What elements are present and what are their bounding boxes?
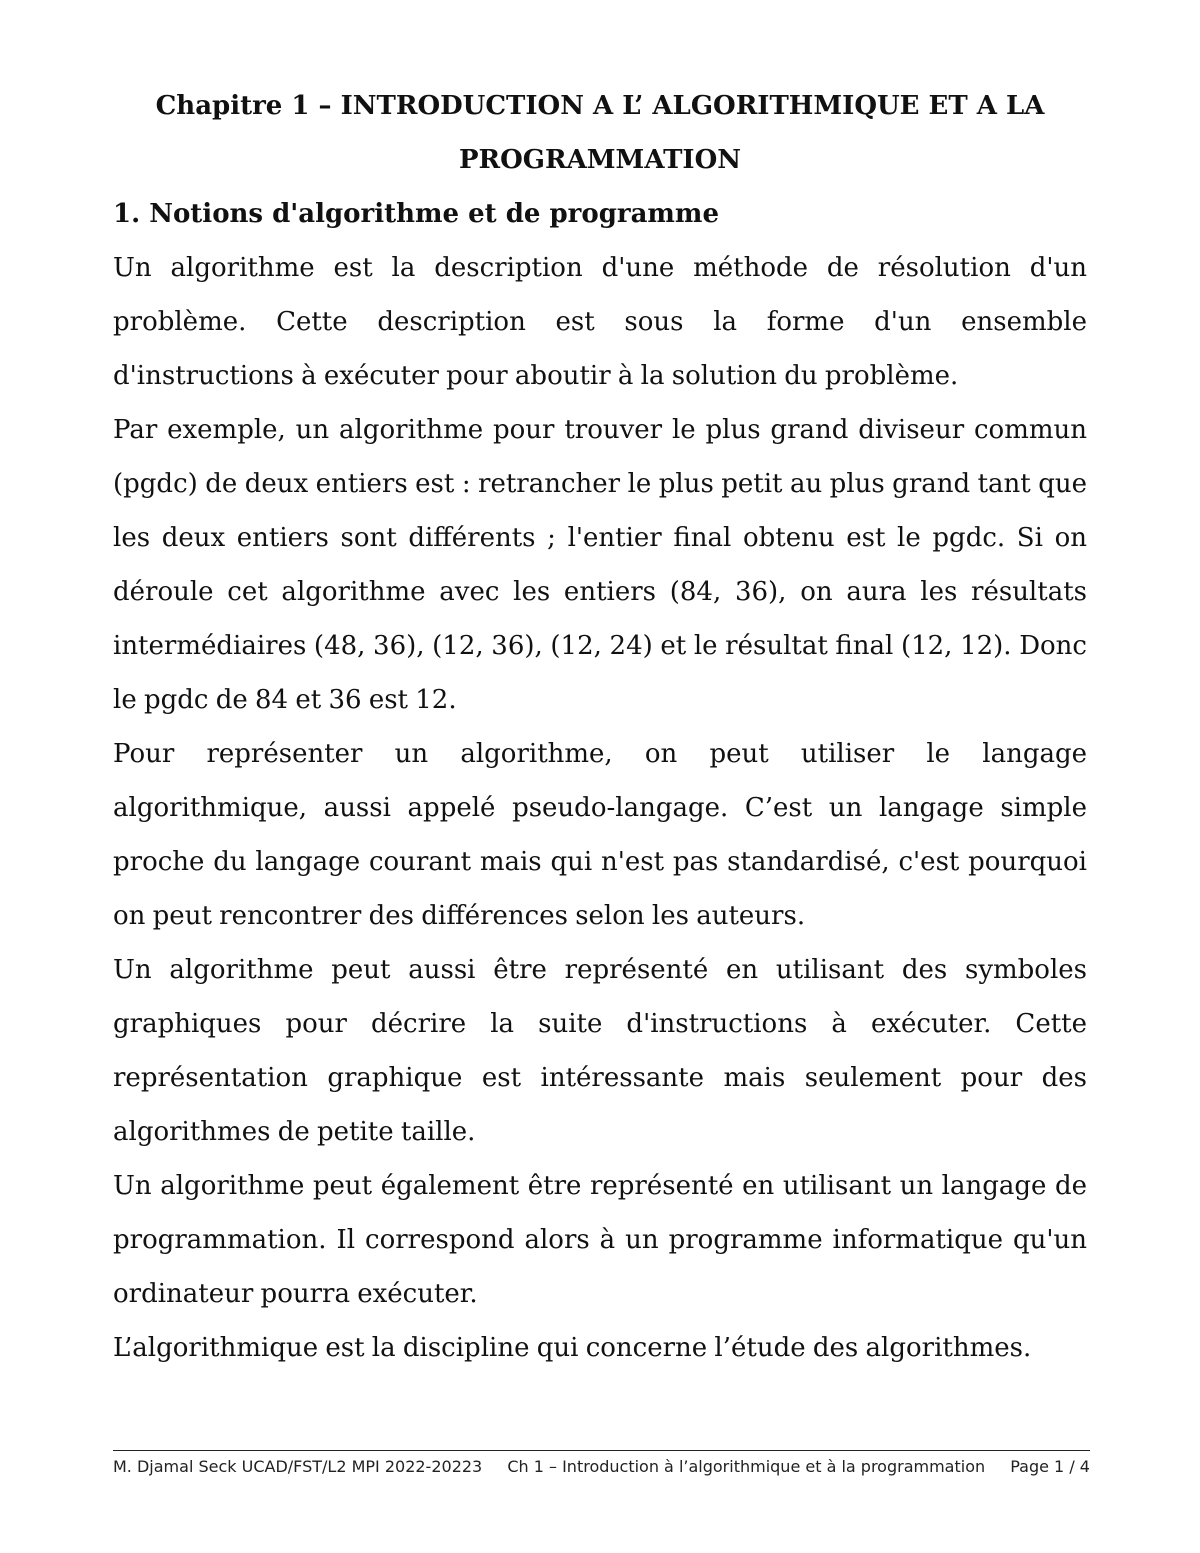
paragraph: L’algorithmique est la discipline qui concerne l’étude des algorithmes.	[113, 1333, 1032, 1363]
paragraph: Un algorithme peut également être représenté en utilisant un langage de programmation. Il correspond alors à un programme informatique qu'un ordinateur pourra exécuter.	[113, 1171, 1087, 1309]
section-heading: 1. Notions d'algorithme et de programme	[113, 199, 719, 229]
paragraph: Pour représenter un algorithme, on peut utiliser le langage algorithmique, aussi appelé pseudo-langage. C’est un langage simple proche du langage courant mais qui n'est pas standardisé, c'est pourquoi on peut rencontrer des différences selon les auteurs.	[113, 739, 1087, 931]
footer-author: M. Djamal Seck UCAD/FST/L2 MPI 2022-20223	[113, 1457, 483, 1476]
chapter-title: Chapitre 1 – INTRODUCTION A L’ ALGORITHMIQUE ET A LA PROGRAMMATION	[155, 91, 1045, 175]
document-body	[113, 79, 1087, 1375]
footer-chapter: Ch 1 – Introduction à l’algorithmique et à la programmation	[507, 1457, 986, 1476]
paragraph: Par exemple, un algorithme pour trouver le plus grand diviseur commun (pgdc) de deux entiers est : retrancher le plus petit au plus grand tant que les deux entiers sont différents ; l'entier final obtenu est le pgdc. Si on déroule cet algorithme avec les entiers (84, 36), on aura les résultats intermédiaires (48, 36), (12, 36), (12, 24) et le résultat final (12, 12). Donc le pgdc de 84 et 36 est 12.	[113, 415, 1087, 715]
footer-page-number: Page 1 / 4	[1010, 1457, 1090, 1476]
paragraph: Un algorithme peut aussi être représenté en utilisant des symboles graphiques pour décrire la suite d'instructions à exécuter. Cette représentation graphique est intéressante mais seulement pour des algorithmes de petite taille.	[113, 955, 1087, 1147]
paragraph: Un algorithme est la description d'une méthode de résolution d'un problème. Cette description est sous la forme d'un ensemble d'instructions à exécuter pour aboutir à la solution du problème.	[113, 253, 1087, 391]
page-footer	[113, 1450, 1090, 1476]
